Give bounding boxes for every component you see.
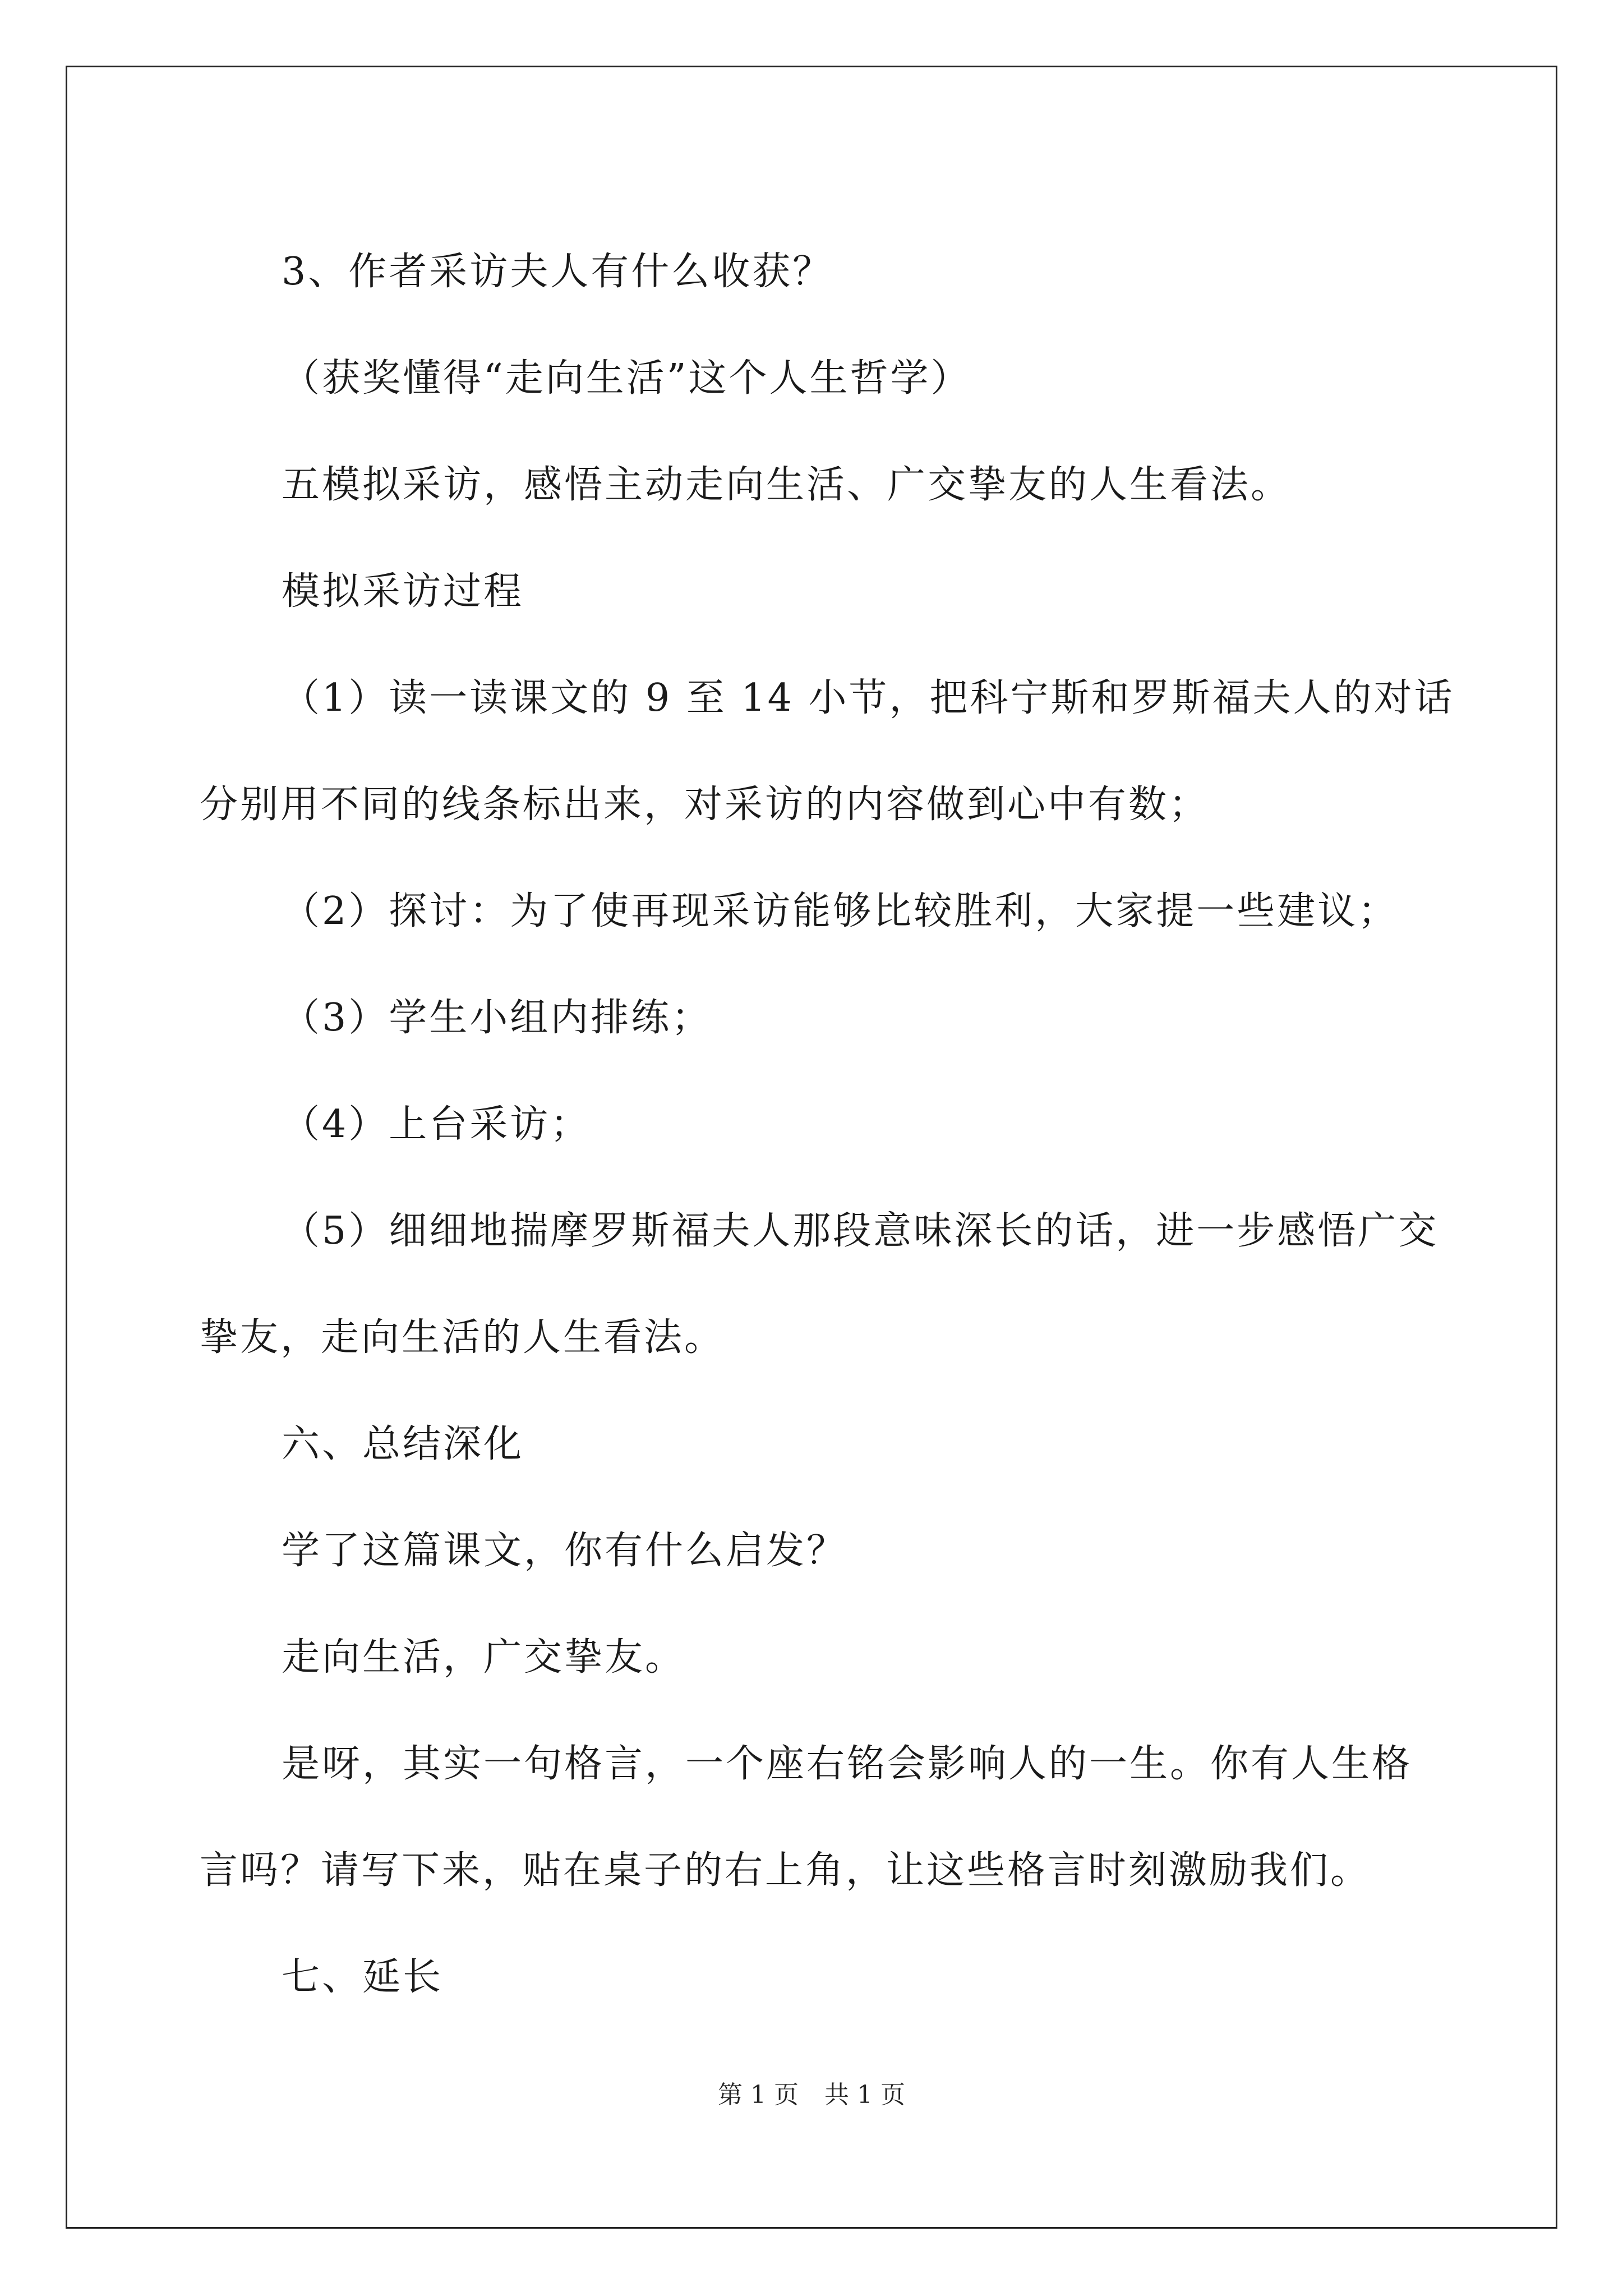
document-body [200, 219, 1455, 2031]
page-number-total: 共 1 页 [824, 2081, 905, 2109]
section-heading: 六、总结深化 [282, 1422, 524, 1466]
paragraph-continuation: 挚友，走向生活的人生看法。 [200, 1315, 725, 1360]
paragraph-continuation: 分别用不同的线条标出来，对采访的内容做到心中有数； [200, 783, 1210, 827]
paragraph: 学了这篇课文，你有什么启发？ [282, 1529, 847, 1573]
paragraph: （获奖懂得“走向生活”这个人生哲学） [282, 356, 971, 401]
paragraph: 走向生活，广交挚友。 [282, 1635, 686, 1680]
page-footer [0, 2078, 1623, 2112]
page-number-current: 第 1 页 [718, 2081, 799, 2109]
paragraph: 3、作者采访夫人有什么收获？ [282, 250, 833, 294]
paragraph: （4）上台采访； [282, 1102, 591, 1147]
section-heading: 七、延长 [282, 1955, 444, 1999]
paragraph: 是呀，其实一句格言，一个座右铭会影响人的一生。你有人生格 [282, 1742, 1413, 1786]
paragraph: 模拟采访过程 [282, 569, 524, 614]
paragraph: （2）探讨：为了使再现采访能够比较胜利，大家提一些建议； [282, 889, 1399, 933]
paragraph-continuation: 言吗？请写下来，贴在桌子的右上角，让这些格言时刻激励我们。 [200, 1848, 1371, 1893]
paragraph: （3）学生小组内排练； [282, 996, 712, 1040]
paragraph: （1）读一读课文的 9 至 14 小节，把科宁斯和罗斯福夫人的对话 [282, 676, 1455, 720]
paragraph: （5）细细地揣摩罗斯福夫人那段意味深长的话，进一步感悟广交 [282, 1209, 1439, 1253]
paragraph: 五模拟采访，感悟主动走向生活、广交挚友的人生看法。 [282, 463, 1292, 507]
